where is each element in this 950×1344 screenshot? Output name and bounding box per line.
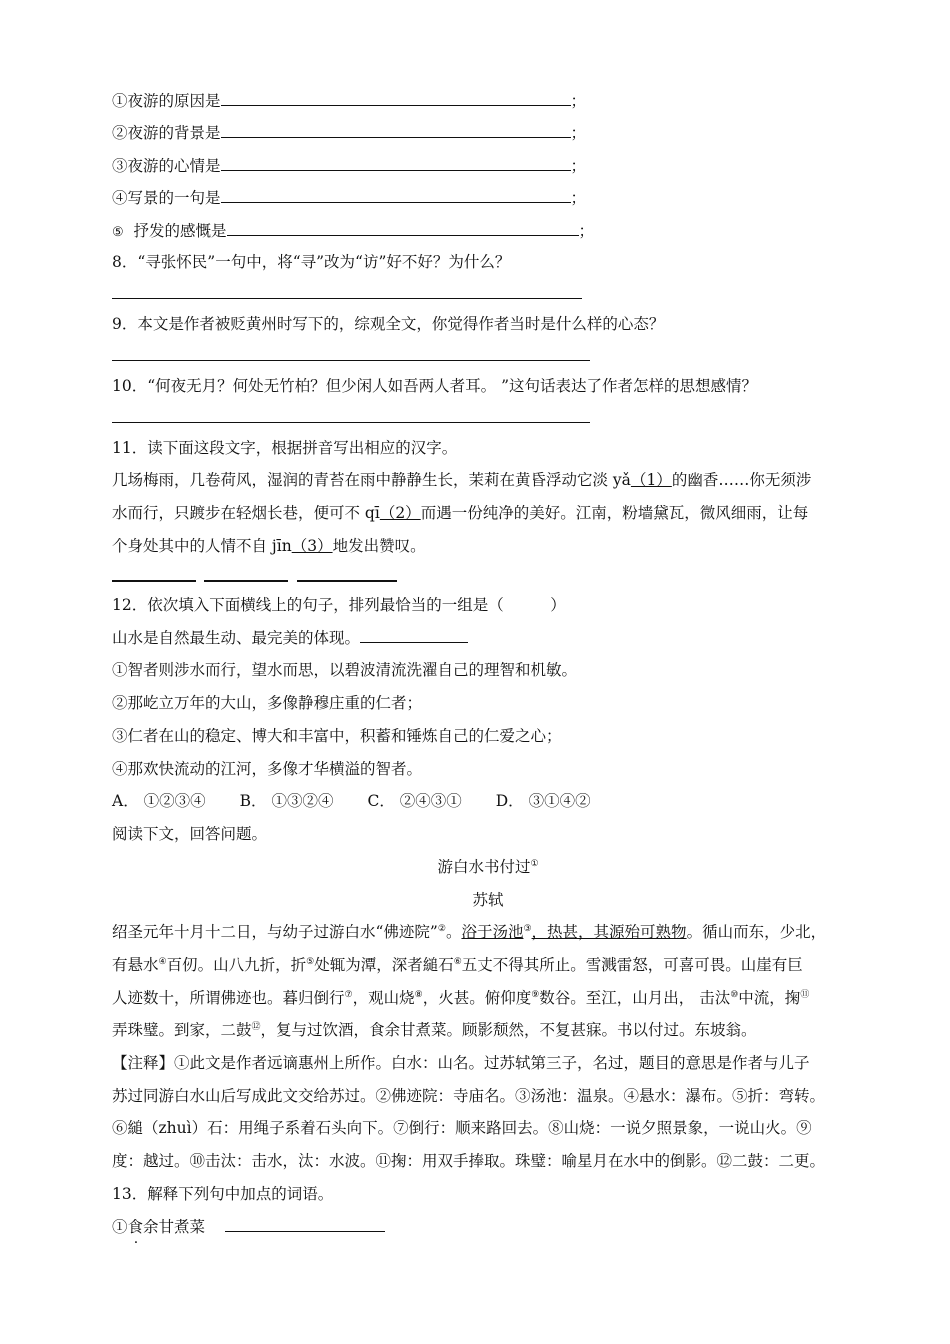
punctuation: ；: [570, 124, 587, 142]
passage-text: 而遇一份纯净的美好。江南，粉墙黛瓦，微风细雨，让每: [420, 504, 809, 522]
passage-text: 有悬水: [112, 956, 159, 974]
passage-text: 数谷。至江，山月出， 击汰: [539, 989, 731, 1007]
passage-text: 几场梅雨，几卷荷风，湿润的青苔在雨中静静生长，茉莉在黄昏浮动它淡 yǎ: [112, 471, 631, 489]
option-b[interactable]: B． ①③②④: [239, 792, 334, 810]
passage-text: 弄珠璧。到家，二鼓: [112, 1021, 252, 1039]
punctuation: ；: [570, 157, 587, 175]
q12-lead: [112, 626, 468, 649]
passage-text: ，复与过饮酒，食余甘煮菜。顾影颓然，不复甚寐。书以付过。东坡翁。: [260, 1021, 757, 1039]
q7-item-2-label: ②夜游的背景是: [112, 124, 221, 142]
q7-item-4-label: ④写景的一句是: [112, 189, 221, 207]
q7-item-1: [112, 89, 586, 112]
footnote-mark: ⑪: [800, 989, 810, 1000]
passage-text: 人迹数十，所谓佛迹也。暮归倒行: [112, 989, 345, 1007]
passage-text: 。: [445, 923, 462, 941]
answer-blank[interactable]: [221, 154, 571, 171]
question-13-title: 13．解释下列句中加点的词语。: [112, 1185, 334, 1203]
footnote-mark: ④: [158, 956, 167, 967]
question-12-title: 12．依次填入下面横线上的句子，排列最恰当的一组是（ ）: [112, 596, 566, 614]
dotted-word: 食: [127, 1218, 144, 1236]
underlined-text: ，热甚，其源殆可熟物: [531, 923, 687, 941]
q7-item-3: [112, 154, 586, 177]
q11-passage-line-2: [112, 502, 808, 524]
reading-intro: 阅读下文，回答问题。: [112, 825, 268, 843]
punctuation: ；: [570, 92, 587, 110]
footnote-mark: ⑤: [306, 956, 315, 967]
punctuation: ；: [570, 189, 587, 207]
reading-author: 苏轼: [472, 891, 504, 909]
q12-sentence-1: ①智者则涉水而行，望水而思，以碧波清流洗濯自己的理智和机敏。: [112, 661, 578, 679]
passage-text: ，观山烧: [352, 989, 415, 1007]
q7-item-5-num: ⑤: [112, 225, 124, 240]
title-text: 游白水书付过: [437, 858, 531, 876]
note-line-2: 苏过同游白水山后写成此文交给苏过。②佛迹院：寺庙名。③汤池：温泉。④悬水：瀑布。⑤折：弯转。: [112, 1087, 826, 1105]
q12-options: [112, 790, 625, 812]
footnote-mark: ⑦: [344, 989, 353, 1000]
passage-text: 处辄为潭，深者縋石: [314, 956, 454, 974]
answer-blank[interactable]: [225, 1215, 385, 1232]
footnote-mark: ②: [437, 923, 446, 934]
underlined-text: 浴于汤池: [461, 923, 524, 941]
footnote-mark: ①: [530, 858, 539, 869]
q12-sentence-2: ②那屹立万年的大山，多像静穆庄重的仁者；: [112, 694, 423, 712]
reading-title: [112, 856, 864, 878]
passage-text: 绍圣元年十月十二日，与幼子过游白水“佛迹院”: [112, 923, 438, 941]
option-a[interactable]: A． ①②③④: [112, 792, 206, 810]
answer-blank-2[interactable]: [204, 580, 288, 582]
footnote-mark: ⑧: [414, 989, 423, 1000]
passage-text: ，火甚。俯仰度: [422, 989, 532, 1007]
answer-line[interactable]: [112, 422, 590, 423]
pinyin-blank-2[interactable]: （2）: [379, 504, 421, 522]
answer-line[interactable]: [112, 360, 590, 361]
q7-item-3-label: ③夜游的心情是: [112, 157, 221, 175]
passage-text: 五丈不得其所止。雪溅雷怒，可喜可畏。山崖有巨: [461, 956, 803, 974]
passage-text: 地发出赞叹。: [332, 537, 426, 555]
footnote-mark: ⑥: [453, 956, 462, 967]
q7-item-5-label: 抒发的感慨是: [133, 222, 227, 240]
reading-line-1: [112, 921, 826, 943]
q7-item-2: [112, 121, 586, 144]
q7-item-5: [112, 219, 594, 244]
punctuation: ；: [578, 222, 595, 240]
item-text: 余甘煮菜: [143, 1218, 206, 1236]
q11-passage-line-3: [112, 535, 426, 557]
note-line-4: 度：越过。⑩击汰：击水，汰：水波。⑪掬：用双手捧取。珠璧：喻星月在水中的倒影。⑫二鼓：二更。: [112, 1152, 826, 1170]
answer-blank[interactable]: [227, 219, 579, 236]
passage-text: 水而行，只踱步在轻烟长巷，便可不 qī: [112, 504, 380, 522]
item-number: ①: [112, 1218, 128, 1236]
question-9: 9．本文是作者被贬黄州时写下的，综观全文，你觉得作者当时是什么样的心态？: [112, 315, 665, 333]
note-line-1: 【注释】①此文是作者远谪惠州上所作。白水：山名。过苏轼第三子，名过，题目的意思是作者与儿子: [112, 1054, 810, 1072]
passage-text: 。循山而东，少北，: [686, 923, 827, 941]
q12-sentence-4: ④那欢快流动的江河，多像才华横溢的智者。: [112, 760, 423, 778]
reading-line-4: [112, 1019, 757, 1041]
passage-text: 百仞。山八九折，折: [166, 956, 307, 974]
pinyin-blank-1[interactable]: （1）: [630, 471, 672, 489]
answer-blank[interactable]: [221, 186, 571, 203]
footnote-mark: ③: [523, 923, 532, 934]
footnote-mark: ⑨: [531, 989, 540, 1000]
answer-blank-1[interactable]: [112, 580, 196, 582]
answer-blank[interactable]: [221, 121, 571, 138]
passage-text: 的幽香……你无须涉: [671, 471, 812, 489]
answer-blank[interactable]: [221, 89, 571, 106]
footnote-mark: ⑩: [730, 989, 739, 1000]
lead-sentence: 山水是自然最生动、最完美的体现。: [112, 629, 361, 647]
q7-item-4: [112, 186, 586, 209]
q13-item-1: [112, 1215, 385, 1238]
q11-passage-line-1: [112, 469, 811, 491]
passage-text: 个身处其中的人情不自 jīn: [112, 537, 292, 555]
answer-blank-3[interactable]: [297, 580, 397, 582]
reading-line-3: [112, 987, 809, 1009]
option-c[interactable]: C． ②④③①: [367, 792, 462, 810]
q7-item-1-label: ①夜游的原因是: [112, 92, 221, 110]
q12-sentence-3: ③仁者在山的稳定、博大和丰富中，积蓄和锤炼自己的仁爱之心；: [112, 727, 562, 745]
question-11-title: 11．读下面这段文字，根据拼音写出相应的汉字。: [112, 439, 458, 457]
passage-text: 中流，掬: [738, 989, 801, 1007]
note-line-3: ⑥縋（zhuì）石：用绳子系着石头向下。⑦倒行：顺来路回去。⑧山烧：一说夕照景象，一说山火。⑨: [112, 1119, 812, 1137]
footnote-mark: ⑫: [251, 1021, 261, 1032]
pinyin-blank-3[interactable]: （3）: [291, 537, 333, 555]
question-10: 10．“何夜无月？何处无竹柏？但少闲人如吾两人者耳。 ”这句话表达了作者怎样的思想感情？: [112, 377, 758, 395]
answer-blank[interactable]: [360, 626, 468, 643]
question-8: 8．“寻张怀民”一句中，将“寻”改为“访”好不好？为什么？: [112, 253, 511, 271]
option-d[interactable]: D． ③①④②: [495, 792, 591, 810]
reading-line-2: [112, 954, 803, 976]
answer-line[interactable]: [112, 298, 582, 299]
